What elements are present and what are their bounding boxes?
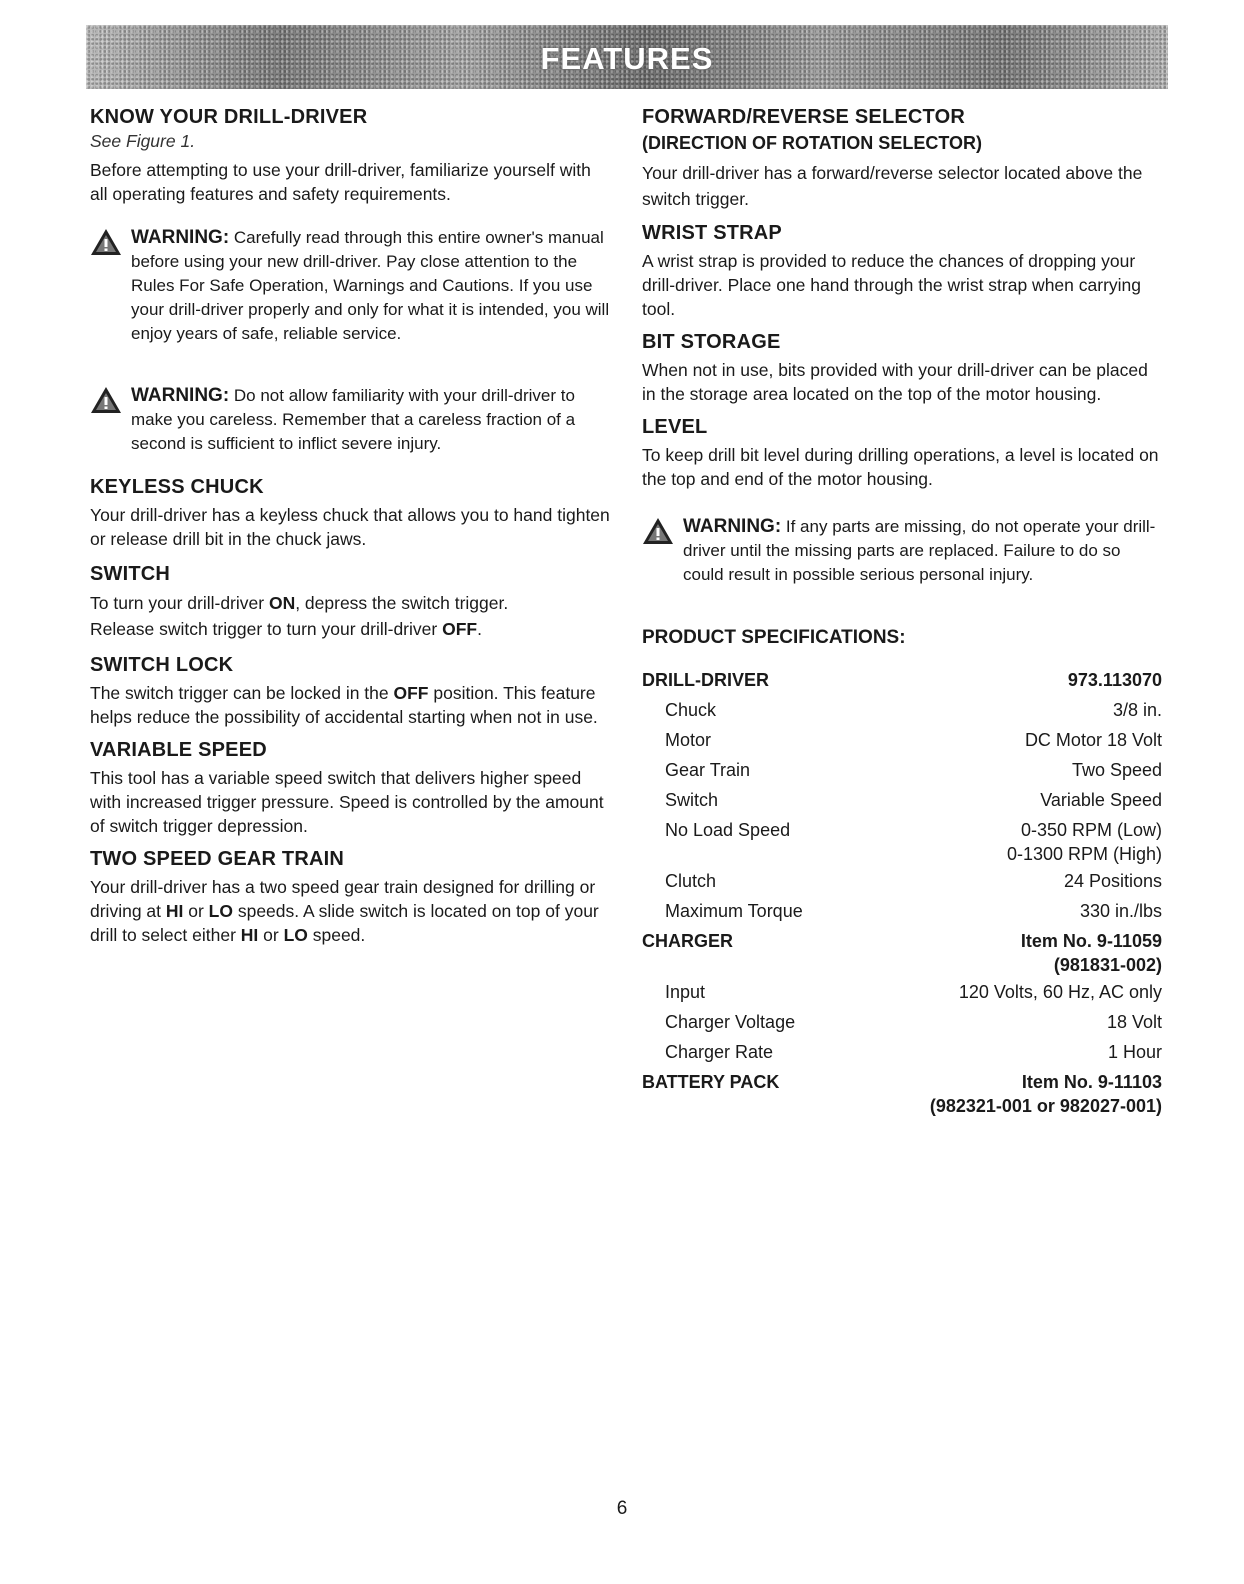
keyless-body: Your drill-driver has a keyless chuck that allows you to hand tighten or release drill bit in the chuck jaws.	[90, 505, 610, 549]
warning-block-3	[642, 515, 1162, 587]
heading-know-your-drill: KNOW YOUR DRILL-DRIVER	[90, 106, 368, 128]
table-row	[642, 665, 1162, 695]
warning-label: WARNING:	[131, 227, 230, 248]
table-row	[642, 866, 1162, 896]
spec-key: Gear Train	[665, 760, 751, 780]
table-row	[642, 896, 1162, 926]
heading-level: LEVEL	[642, 416, 708, 438]
know-body: Before attempting to use your drill-driver, familiarize yourself with all operating features and safety requirements.	[90, 160, 591, 204]
spec-value: DC Motor 18 Volt	[1024, 730, 1162, 750]
spec-key: Maximum Torque	[665, 901, 803, 921]
warning-text: Carefully read through this entire owner's manual before using your new drill-driver. Pay close attention to the Rules For Safe Operation, Warnings and Cautions. If you use your drill-driver properly and only for what it is intended, you will enjoy years of safe, reliable service.	[131, 228, 610, 343]
spec-key: Switch	[665, 790, 719, 810]
spec-key: Clutch	[665, 871, 717, 891]
warning-block-1	[90, 226, 610, 346]
bit-body: When not in use, bits provided with your drill-driver can be placed in the storage area located on the top of the motor housing.	[642, 360, 1148, 404]
spec-value: Item No. 9-11103 (982321-001 or 982027-001)	[929, 1072, 1162, 1116]
table-row	[642, 785, 1162, 815]
heading-variable-speed: VARIABLE SPEED	[90, 739, 267, 761]
warning-text: If any parts are missing, do not operate your drill-driver until the missing parts are replaced. Failure to do so could result in possible serious personal injury.	[683, 517, 1156, 584]
heading-keyless-chuck: KEYLESS CHUCK	[90, 476, 264, 498]
spec-key: Motor	[665, 730, 712, 750]
spec-key: DRILL-DRIVER	[642, 670, 769, 690]
warning-text: Do not allow familiarity with your drill-driver to make you careless. Remember that a careless fraction of a second is sufficient to inflict severe injury.	[131, 386, 576, 453]
spec-key: CHARGER	[642, 931, 734, 951]
spec-value: 18 Volt	[1106, 1012, 1162, 1032]
level-body: To keep drill bit level during drilling operations, a level is located on the top and end of the motor housing.	[642, 445, 1159, 489]
subheading-direction: (DIRECTION OF ROTATION SELECTOR)	[642, 133, 982, 153]
table-row	[642, 755, 1162, 785]
table-row	[642, 815, 1162, 866]
heading-wrist-strap: WRIST STRAP	[642, 222, 782, 244]
see-figure: See Figure 1.	[90, 131, 196, 151]
spec-value: Two Speed	[1071, 760, 1162, 780]
spec-key: No Load Speed	[665, 820, 791, 840]
warning-triangle-icon	[90, 228, 122, 256]
spec-value: 330 in./lbs	[1079, 901, 1162, 921]
heading-forward-reverse: FORWARD/REVERSE SELECTOR	[642, 106, 965, 128]
spec-value: 0-350 RPM (Low) 0-1300 RPM (High)	[1006, 820, 1162, 864]
warning-label: WARNING:	[683, 516, 782, 537]
spec-table	[642, 665, 1162, 1118]
page-number: 6	[616, 1498, 628, 1519]
warning-triangle-icon	[90, 386, 122, 414]
switch-body: To turn your drill-driver ON, depress the switch trigger. Release switch trigger to turn your drill-driver OFF.	[90, 593, 509, 639]
heading-bit-storage: BIT STORAGE	[642, 331, 781, 353]
table-row	[642, 1037, 1162, 1067]
variable-speed-body: This tool has a variable speed switch that delivers higher speed with increased trigger pressure. Speed is controlled by the amount of switch trigger depression.	[90, 768, 604, 836]
spec-value: 1 Hour	[1107, 1042, 1162, 1062]
left-column	[90, 106, 610, 947]
table-row	[642, 725, 1162, 755]
spec-key: BATTERY PACK	[642, 1072, 780, 1092]
product-specifications-title: PRODUCT SPECIFICATIONS:	[642, 627, 906, 648]
heading-switch-lock: SWITCH LOCK	[90, 654, 234, 676]
heading-two-speed: TWO SPEED GEAR TRAIN	[90, 848, 345, 870]
switch-lock-body: The switch trigger can be locked in the OFF position. This feature helps reduce the possibility of accidental starting when not in use.	[90, 683, 598, 727]
spec-value: Item No. 9-11059 (981831-002)	[1020, 931, 1162, 975]
spec-key: Charger Rate	[665, 1042, 774, 1062]
features-banner	[86, 25, 1168, 89]
spec-key: Chuck	[665, 700, 717, 720]
heading-switch: SWITCH	[90, 563, 171, 585]
table-row	[642, 1067, 1162, 1118]
spec-value: Variable Speed	[1040, 790, 1162, 810]
warning-label: WARNING:	[131, 385, 230, 406]
warning-triangle-icon	[642, 517, 674, 545]
warning-block-2	[90, 384, 610, 456]
spec-key: Input	[665, 982, 706, 1002]
spec-value: 120 Volts, 60 Hz, AC only	[958, 982, 1162, 1002]
two-speed-body: Your drill-driver has a two speed gear train designed for drilling or driving at HI or LO speeds. A slide switch is located on top of your drill to select either HI or LO speed.	[90, 877, 599, 945]
spec-value: 24 Positions	[1063, 871, 1162, 891]
table-row	[642, 695, 1162, 725]
spec-key: Charger Voltage	[665, 1012, 796, 1032]
table-row	[642, 1007, 1162, 1037]
right-column	[642, 106, 1162, 1118]
table-row	[642, 926, 1162, 977]
spec-value: 3/8 in.	[1112, 700, 1162, 720]
spec-value: 973.113070	[1067, 670, 1162, 690]
banner-title: FEATURES	[540, 41, 714, 76]
table-row	[642, 977, 1162, 1007]
wrist-body: A wrist strap is provided to reduce the chances of dropping your drill-driver. Place one hand through the wrist strap when carrying tool.	[642, 251, 1141, 319]
forward-body: Your drill-driver has a forward/reverse selector located above the switch trigger.	[642, 163, 1143, 209]
